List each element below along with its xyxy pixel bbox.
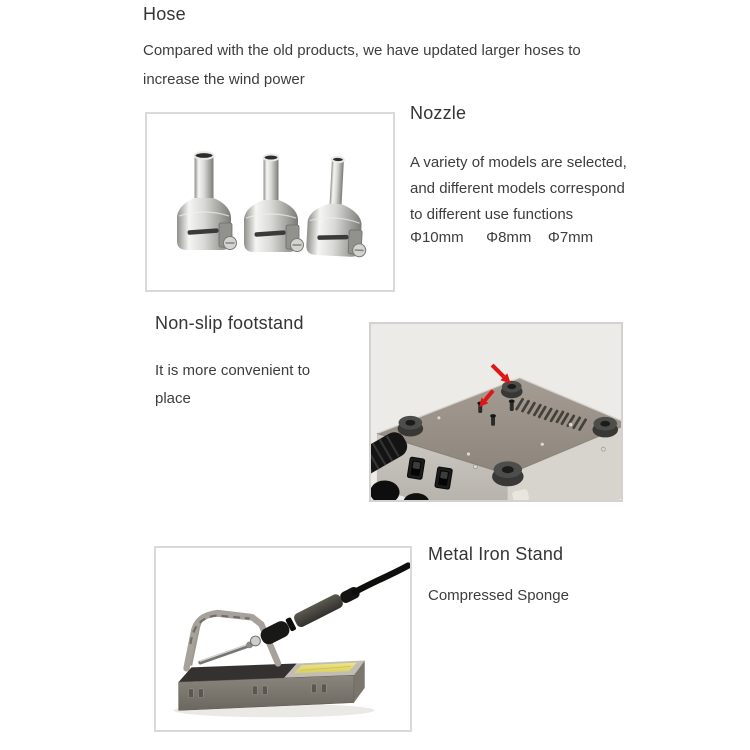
footstand-description-line2: place [155, 390, 191, 407]
nozzle-size-10mm: Φ10mm [410, 229, 464, 246]
stand-base [179, 661, 365, 711]
nozzle-8mm [244, 155, 304, 253]
footstand-photo-illustration [371, 324, 621, 500]
nozzle-description-line3: to different use functions [410, 206, 574, 223]
nozzle-image [145, 112, 395, 292]
iron-stand-description: Compressed Sponge [428, 587, 569, 604]
nozzle-description-line2: and different models correspond [410, 180, 625, 197]
power-switch-1 [407, 457, 425, 480]
iron-stand-illustration [156, 548, 410, 730]
hose-title: Hose [143, 4, 186, 24]
rubber-foot-right [592, 417, 618, 438]
nozzle-7mm [306, 155, 371, 257]
nozzle-title: Nozzle [410, 103, 467, 123]
nozzle-description [410, 150, 627, 228]
nozzle-sizes [410, 229, 593, 247]
hose-description-line2: increase the wind power [143, 71, 305, 88]
iron-stand-title: Metal Iron Stand [428, 544, 564, 564]
footstand-description-line1: It is more convenient to [155, 362, 311, 379]
iron-nut [251, 636, 261, 646]
footstand-photo [369, 322, 623, 502]
hose-description-line1: Compared with the old products, we have updated larger hoses to [143, 42, 581, 59]
footstand-description [155, 357, 310, 413]
nozzle-size-8mm: Φ8mm [486, 229, 532, 246]
nozzle-description-line1: A variety of models are selected, [410, 154, 627, 171]
rubber-foot-back [501, 381, 523, 399]
hose-description [143, 36, 581, 94]
nozzle-illustration [147, 114, 393, 290]
rubber-foot-left [398, 416, 424, 437]
power-switch-2 [435, 467, 453, 490]
footstand-title: Non-slip footstand [155, 313, 304, 333]
nozzle-size-7mm: Φ7mm [547, 229, 594, 246]
rubber-foot-front [492, 461, 523, 486]
iron-stand-image [154, 546, 412, 732]
nozzle-10mm [177, 152, 237, 250]
